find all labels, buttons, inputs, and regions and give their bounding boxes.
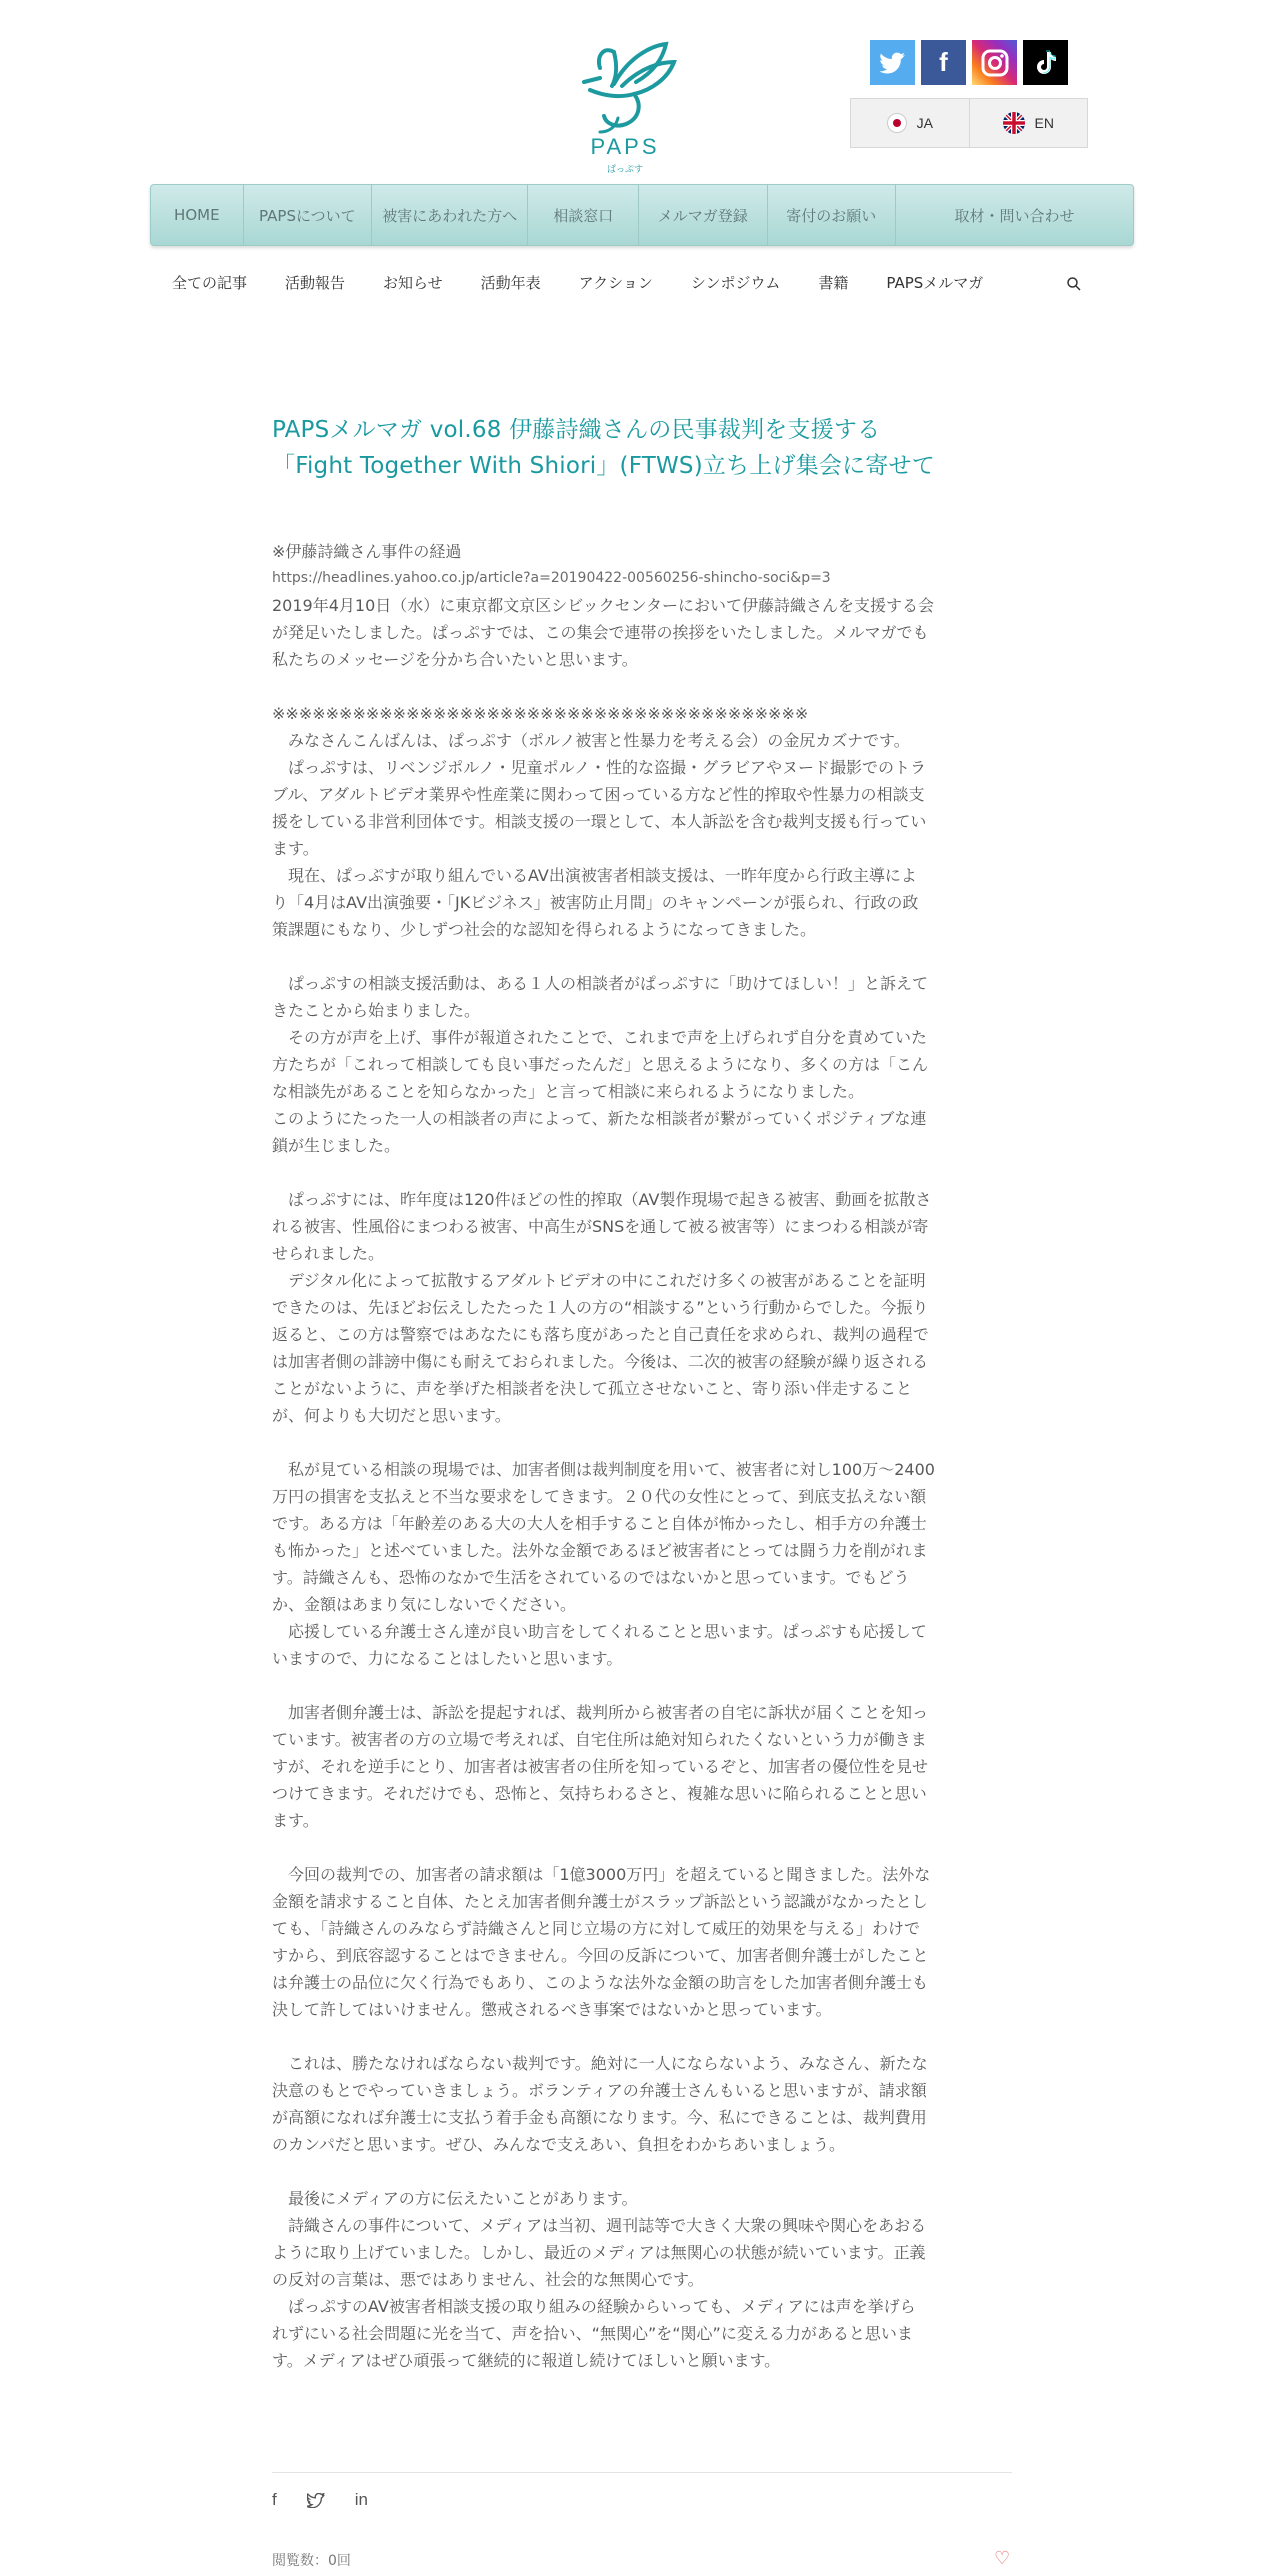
facebook-icon[interactable]: f	[921, 40, 966, 85]
article-line: きたことから始まりました。	[272, 1001, 481, 1020]
article-line: 万円の損害を支払えと不当な要求をしてきます。２０代の女性にとって、到底支払えない額	[272, 1487, 927, 1506]
article-line: す。メディアはぜひ頑張って継続的に報道し続けてほしいと願います。	[272, 2351, 781, 2370]
article-line: ぱっぷすには、昨年度は120件ほどの性的搾取（AV製作現場で起きる被害、動画を拡散さ	[272, 1190, 932, 1209]
instagram-icon[interactable]	[972, 40, 1017, 85]
category-paps-newsletter[interactable]: PAPSメルマガ	[886, 274, 984, 292]
category-action[interactable]: アクション	[578, 274, 653, 292]
article-line: が発足いたしました。ぱっぷすでは、この集会で連帯の挨拶をいたしました。メルマガでも	[272, 623, 929, 642]
paps-logo[interactable]	[570, 38, 680, 174]
article-line	[272, 673, 1012, 700]
article-line: の反対の言葉は、悪ではありません、社会的な無関心です。	[272, 2270, 704, 2289]
article-title-line-2: 「Fight Together With Shiori」(FTWS)立ち上げ集会に寄せて	[272, 453, 935, 479]
nav-item-contact[interactable]: 取材・問い合わせ	[954, 206, 1075, 225]
logo-text: PAPS	[590, 134, 660, 159]
article-line: ます。	[272, 839, 319, 858]
article-line: その方が声を上げ、事件が報道されたことで、これまで声を上げられず自分を責めていた	[272, 1028, 928, 1047]
article-line: デジタル化によって拡散するアダルトビデオの中にこれだけ多くの被害があることを証明	[272, 1271, 926, 1290]
article-line: が高額になれば弁護士に支払う着手金も高額になります。今、私にできることは、裁判費用	[272, 2108, 927, 2127]
article-line: みなさんこんばんは、ぱっぷす（ポルノ被害と性暴力を考える会）の金尻カズナです。	[272, 731, 910, 750]
article-line: は弁護士の品位に欠く行為でもあり、このような法外な金額の助言をした加害者側弁護士も	[272, 1973, 929, 1992]
article-line: 援をしている非営利団体です。相談支援の一環として、本人訴訟を含む裁判支援も行ってい	[272, 812, 927, 831]
article-line: か、金額はあまり気にしないでください。	[272, 1595, 577, 1614]
lang-option-en[interactable]	[969, 99, 1088, 147]
japan-flag-icon	[887, 113, 907, 133]
article-line: ※伊藤詩織さん事件の経過	[272, 542, 462, 561]
article	[272, 412, 1012, 2374]
article-line: のカンパだと思います。ぜひ、みんなで支えあい、負担をわかちあいましょう。	[272, 2135, 845, 2154]
lang-label-en: EN	[1034, 115, 1054, 131]
category-books[interactable]: 書籍	[818, 274, 849, 292]
article-line	[272, 1159, 1012, 1186]
category-activity-report[interactable]: 活動報告	[285, 274, 346, 292]
article-line: が、何よりも大切だと思います。	[272, 1406, 511, 1425]
nav-item-newsletter[interactable]: メルマガ登録	[639, 185, 767, 245]
article-line: できたのは、先ほどお伝えしたたった１人の方の“相談する”という行動からでした。今振り	[272, 1298, 929, 1317]
article-title	[272, 412, 1012, 484]
article-line: 現在、ぱっぷすが取り組んでいるAV出演被害者相談支援は、一昨年度から行政主導によ	[272, 866, 917, 885]
article-line: 2019年4月10日（水）に東京都文京区シビックセンターにおいて伊藤詩織さんを支援する会	[272, 596, 934, 615]
logo-subtext: ぱっぷす	[606, 165, 643, 175]
article-line: ます。	[272, 1811, 319, 1830]
lang-option-ja[interactable]	[851, 99, 969, 147]
article-line: ぱっぷすのAV被害者相談支援の取り組みの経験からいっても、メディアには声を挙げら	[272, 2297, 916, 2316]
article-line: すから、到底容認することはできません。今回の反訴について、加害者側弁護士がしたこと	[272, 1946, 929, 1965]
article-line: ※※※※※※※※※※※※※※※※※※※※※※※※※※※※※※※※※※※※※※※※	[272, 704, 809, 723]
article-line	[272, 2158, 1012, 2185]
article-line: すが、それを逆手にとり、加害者は被害者の住所を知っているぞと、加害者の優位性を見せ	[272, 1757, 929, 1776]
article-line: 策課題にもなり、少しずつ社会的な認知を得られるようになってきました。	[272, 920, 817, 939]
share-linkedin-icon[interactable]: in	[354, 2490, 368, 2509]
article-line: つけてきます。それだけでも、恐怖と、気持ちわるさと、複雑な思いに陥られることと思い	[272, 1784, 927, 1803]
article-line: 決意のもとでやっていきましょう。ボランティアの弁護士さんもいると思いますが、請求額	[272, 2081, 927, 2100]
article-line: り「4月はAV出演強要・「JKビジネス」被害防止月間」のキャンペーンが張られ、行政の政	[272, 893, 919, 912]
article-line: 最後にメディアの方に伝えたいことがあります。	[272, 2189, 638, 2208]
article-line	[272, 1672, 1012, 1699]
category-news[interactable]: お知らせ	[383, 274, 443, 292]
category-all[interactable]: 全ての記事	[172, 274, 248, 292]
share-facebook-icon[interactable]: f	[272, 2490, 277, 2509]
article-line: 鎖が生じました。	[272, 1136, 401, 1155]
article-line: 加害者側弁護士は、訴訟を提起すれば、裁判所から被害者の自宅に訴状が届くことを知っ	[272, 1703, 929, 1722]
article-line: 今回の裁判での、加害者の請求額は「1億3000万円」を超えていると聞きました。法外な	[272, 1865, 931, 1884]
article-line: いますので、力になることはしたいと思います。	[272, 1649, 623, 1668]
category-timeline[interactable]: 活動年表	[480, 274, 541, 292]
view-count: 閲覧数：0回	[272, 2553, 351, 2569]
article-line[interactable]: https://headlines.yahoo.co.jp/article?a=20190422-00560256-shincho-soci&p=3	[272, 570, 831, 586]
article-line: 返ると、この方は警察ではあなたにも落ち度があったと自己責任を求められ、裁判の過程で	[272, 1325, 929, 1344]
article-line: 決して許してはいけません。懲戒されるべき事案ではないかと思っています。	[272, 2000, 832, 2019]
article-line: ことがないように、声を挙げた相談者を決して孤立させないこと、寄り添い伴走すること	[272, 1379, 913, 1398]
article-line: れずにいる社会問題に光を当て、声を拾い、“無関心”を“関心”に変える力があると思いま	[272, 2324, 913, 2343]
article-line: な相談先があることを知らなかった」と言って相談に来られるようになりました。	[272, 1082, 865, 1101]
article-line: 私が見ている相談の現場では、加害者側は裁判制度を用いて、被害者に対し100万～2400	[272, 1460, 935, 1479]
nav-item-home[interactable]: HOME	[151, 185, 244, 245]
article-body	[272, 538, 1012, 2374]
article-line: ように取り上げていました。しかし、最近のメディアは無関心の状態が続いています。正義	[272, 2243, 926, 2262]
search-icon[interactable]	[1066, 276, 1082, 292]
article-line: は加害者側の誹謗中傷にも耐えておられました。今後は、二次的被害の経験が繰り返される	[272, 1352, 929, 1371]
like-heart-icon[interactable]: ♡	[994, 2548, 1011, 2569]
category-symposium[interactable]: シンポジウム	[690, 274, 781, 292]
article-line: れる被害、性風俗にまつわる被害、中高生がSNSを通して被る被害等）にまつわる相談が寄	[272, 1217, 929, 1236]
category-nav	[172, 272, 1082, 293]
article-line: 金額を請求すること自体、たとえ加害者側弁護士がスラップ訴訟という認識がなかったとし	[272, 1892, 928, 1911]
article-line: も怖かった」と述べていました。法外な金額であるほど被害者にとっては闘う力を削がれま	[272, 1541, 928, 1560]
main-nav	[150, 184, 1134, 246]
article-line: ても、「詩織さんのみならず詩織さんと同じ立場の方に対して威圧的効果を与える」わけで	[272, 1919, 921, 1938]
language-switcher	[850, 98, 1088, 148]
article-line: 私たちのメッセージを分かち合いたいと思います。	[272, 650, 638, 669]
tiktok-icon[interactable]	[1023, 40, 1068, 85]
article-line	[272, 1834, 1012, 1861]
article-line: このようにたった一人の相談者の声によって、新たな相談者が繋がっていくポジティブな連	[272, 1109, 927, 1128]
share-twitter-icon[interactable]	[307, 2493, 325, 2508]
nav-item-victims[interactable]: 被害にあわれた方へ	[372, 185, 528, 245]
article-line: 詩織さんの事件について、メディアは当初、週刊誌等で大きく大衆の興味や関心をあおる	[272, 2216, 927, 2235]
article-line: す。詩織さんも、恐怖のなかで生活をされているのではないかと思っています。でもどう	[272, 1568, 910, 1587]
article-line: これは、勝たなければならない裁判です。絶対に一人にならないよう、みなさん、新たな	[272, 2054, 928, 2073]
social-bar	[870, 40, 1068, 85]
article-line: 応援している弁護士さん達が良い助言をしてくれることと思います。ぱっぷすも応援して	[272, 1622, 927, 1641]
dove-logo-icon	[570, 38, 680, 134]
divider	[272, 2472, 1012, 2473]
nav-item-consultation[interactable]: 相談窓口	[528, 185, 639, 245]
article-line: ています。被害者の方の立場で考えれば、自宅住所は絶対知られたくないという力が働きま	[272, 1730, 927, 1749]
article-line	[272, 1429, 1012, 1456]
article-line: ぱっぷすの相談支援活動は、ある１人の相談者がぱっぷすに「助けてほしい！」と訴えて	[272, 974, 929, 993]
uk-flag-icon	[1003, 112, 1025, 134]
nav-item-donation[interactable]: 寄付のお願い	[768, 185, 896, 245]
article-line: です。ある方は「年齢差のある大の大人を相手すること自体が怖かったし、相手方の弁護士	[272, 1514, 927, 1533]
nav-item-about[interactable]: PAPSについて	[244, 185, 372, 245]
lang-label-ja: JA	[916, 115, 933, 131]
article-line: せられました。	[272, 1244, 385, 1263]
share-bar	[272, 2490, 368, 2510]
article-line: 方たちが「これって相談しても良い事だったんだ」と思えるようになり、多くの方は「こん	[272, 1055, 929, 1074]
article-line	[272, 2023, 1012, 2050]
article-line: ぱっぷすは、リベンジポルノ・児童ポルノ・性的な盗撮・グラビアやヌード撮影でのトラ	[272, 758, 927, 777]
article-line: ブル、アダルトビデオ業界や性産業に関わって困っている方など性的搾取や性暴力の相談支	[272, 785, 925, 804]
article-line	[272, 943, 1012, 970]
twitter-icon[interactable]	[870, 40, 915, 85]
article-title-line-1: PAPSメルマガ vol.68 伊藤詩織さんの民事裁判を支援する	[272, 417, 881, 443]
